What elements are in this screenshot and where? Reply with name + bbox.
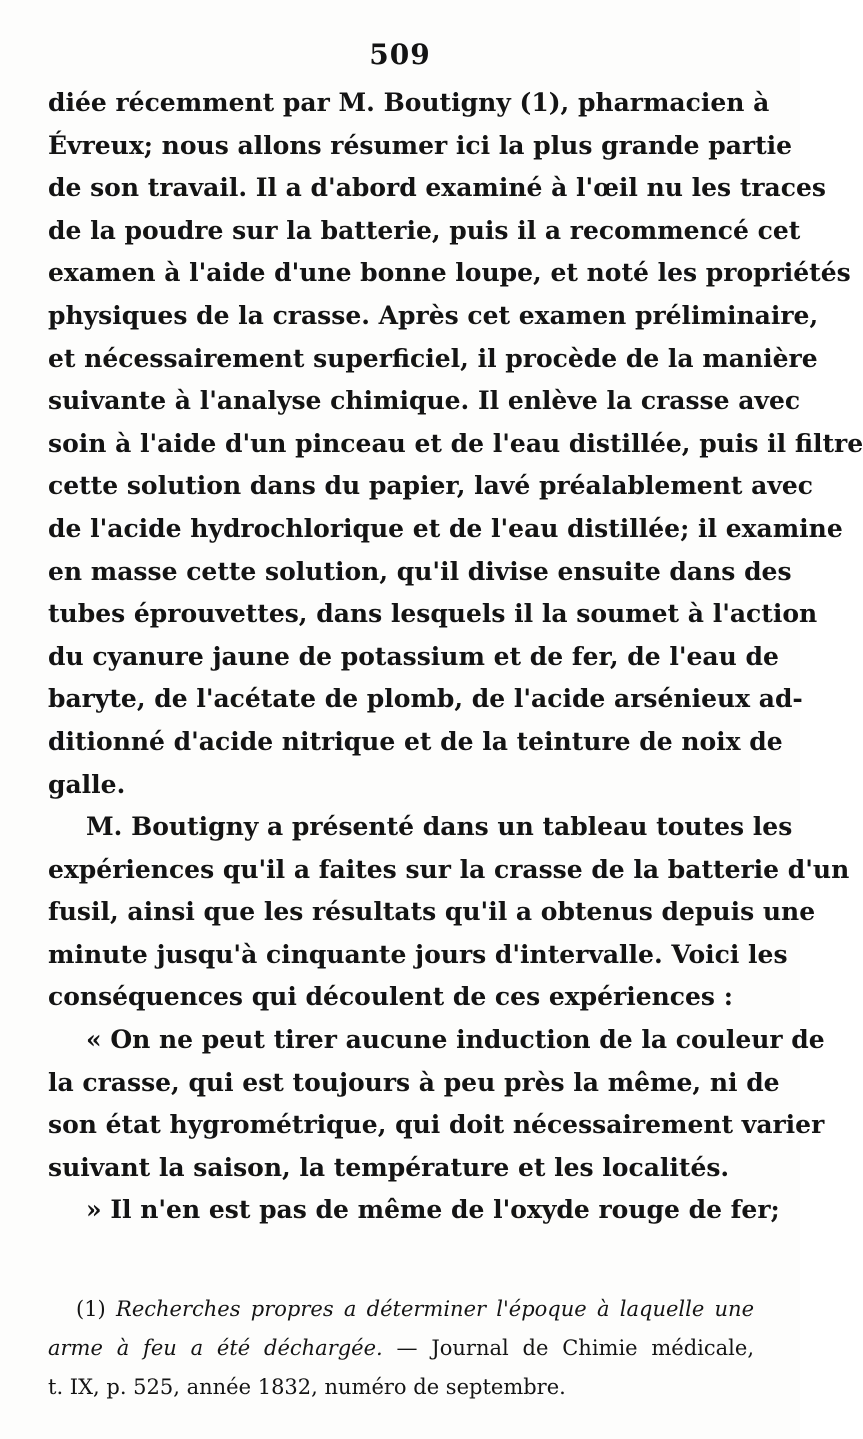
text-line: suivante à l'analyse chimique. Il enlève la crasse avec (48, 386, 801, 416)
text-line: suivant la saison, la température et les localités. (48, 1152, 730, 1182)
text-line: fusil, ainsi que les résultats qu'il a obtenus depuis une (48, 897, 816, 927)
text-line: son état hygrométrique, qui doit nécessairement varier (48, 1110, 825, 1140)
text-line: minute jusqu'à cinquante jours d'intervalle. Voici les (48, 939, 788, 969)
text-line: de l'acide hydrochlorique et de l'eau distillée; il examine (48, 513, 843, 543)
text-line: et nécessairement superficiel, il procède de la manière (48, 343, 818, 373)
text-line: galle. (48, 769, 126, 799)
footnote-marker: (1) (76, 1297, 106, 1321)
footnote-line (48, 1290, 754, 1329)
text-line: « On ne peut tirer aucune induction de la couleur de (86, 1025, 825, 1055)
text-line: de son travail. Il a d'abord examiné à l'œil nu les traces (48, 173, 826, 203)
footnote-title: Recherches propres a déterminer l'époque à laquelle une (116, 1297, 754, 1321)
footnote-line (48, 1329, 754, 1368)
text-line: tubes éprouvettes, dans lesquels il la soumet à l'action (48, 599, 818, 629)
text-line: physiques de la crasse. Après cet examen préliminaire, (48, 300, 819, 330)
text-line: de la poudre sur la batterie, puis il a recommencé cet (48, 215, 801, 245)
text-line: cette solution dans du papier, lavé préalablement avec (48, 471, 813, 501)
text-line: expériences qu'il a faites sur la crasse de la batterie d'un (48, 854, 850, 884)
footnote-title: arme à feu a été déchargée. (48, 1336, 383, 1360)
text-line: Évreux; nous allons résumer ici la plus grande partie (48, 130, 793, 160)
text-line: » Il n'en est pas de même de l'oxyde rouge de fer; (86, 1195, 780, 1225)
text-line: du cyanure jaune de potassium et de fer, de l'eau de (48, 641, 779, 671)
text-line: ditionné d'acide nitrique et de la teinture de noix de (48, 726, 783, 756)
body-text (48, 82, 863, 1232)
page-number: 509 (369, 38, 431, 71)
footnote-journal: — Journal de Chimie médicale, (382, 1336, 754, 1360)
text-line: la crasse, qui est toujours à peu près la même, ni de (48, 1067, 780, 1097)
footnote (48, 1290, 754, 1407)
text-line: M. Boutigny a présenté dans un tableau toutes les (86, 812, 793, 842)
text-line: diée récemment par M. Boutigny (1), pharmacien à (48, 88, 770, 117)
text-line: baryte, de l'acétate de plomb, de l'acide arsénieux ad- (48, 684, 803, 714)
text-line: en masse cette solution, qu'il divise ensuite dans des (48, 556, 792, 586)
text-line: conséquences qui découlent de ces expériences : (48, 982, 733, 1012)
footnote-line: t. IX, p. 525, année 1832, numéro de septembre. (48, 1375, 566, 1399)
text-line: soin à l'aide d'un pinceau et de l'eau distillée, puis il filtre (48, 428, 863, 458)
text-line: examen à l'aide d'une bonne loupe, et noté les propriétés (48, 258, 851, 288)
